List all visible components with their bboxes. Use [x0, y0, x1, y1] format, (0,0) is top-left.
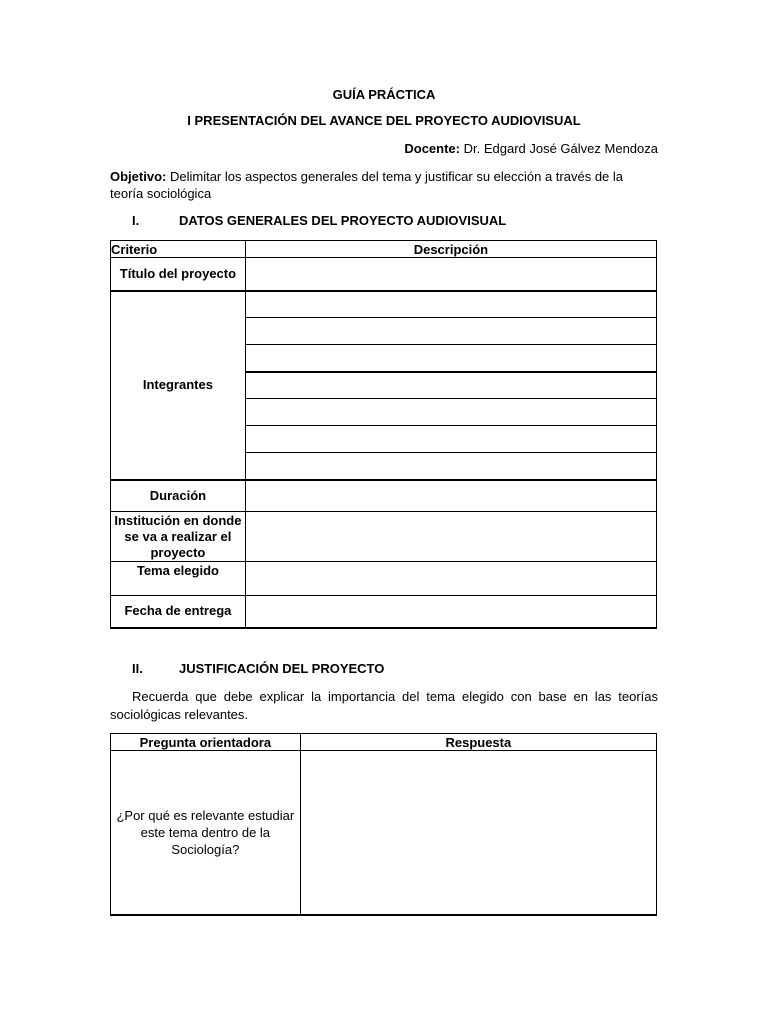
row-titulo-label: Título del proyecto [111, 258, 246, 291]
objective [110, 168, 658, 202]
guiding-question: ¿Por qué es relevante estudiar este tema dentro de la Sociología? [111, 751, 301, 915]
fecha-input-cell[interactable] [245, 596, 656, 628]
row-integrantes-label: Integrantes [111, 291, 246, 480]
duracion-input-cell[interactable] [245, 480, 656, 512]
col-respuesta-header: Respuesta [300, 734, 656, 751]
justificacion-table [110, 733, 657, 916]
institucion-input-cell[interactable] [245, 512, 656, 562]
section-2-title: JUSTIFICACIÓN DEL PROYECTO [179, 661, 385, 676]
docente-name: Dr. Edgard José Gálvez Mendoza [463, 141, 658, 156]
docente-label: Docente: [404, 141, 460, 156]
integrante-cell[interactable] [245, 426, 656, 453]
titulo-input-cell[interactable] [245, 258, 656, 291]
justification-paragraph: Recuerda que debe explicar la importancia del tema elegido con base en las teorías sociológicas relevantes. [110, 689, 658, 722]
section-2-heading [132, 661, 384, 676]
integrante-cell[interactable] [245, 318, 656, 345]
integrante-cell[interactable] [245, 453, 656, 480]
section-1-number: I. [132, 213, 140, 228]
page-subtitle: I PRESENTACIÓN DEL AVANCE DEL PROYECTO AUDIOVISUAL [187, 113, 581, 128]
col-criterio-header: Criterio [111, 241, 246, 258]
objective-label: Objetivo: [110, 169, 167, 184]
col-pregunta-header: Pregunta orientadora [111, 734, 301, 751]
section-1-title: DATOS GENERALES DEL PROYECTO AUDIOVISUAL [179, 213, 507, 228]
integrante-cell[interactable] [245, 372, 656, 399]
tema-input-cell[interactable] [245, 562, 656, 596]
row-tema-label: Tema elegido [111, 562, 246, 596]
row-fecha-label: Fecha de entrega [111, 596, 246, 628]
section-1-heading [132, 213, 506, 228]
integrante-cell[interactable] [245, 345, 656, 372]
section-2-number: II. [132, 661, 143, 676]
docente-line [404, 141, 658, 156]
integrante-cell[interactable] [245, 399, 656, 426]
objective-text: Delimitar los aspectos generales del tema y justificar su elección a través de la teoría sociológica [110, 169, 624, 201]
integrante-cell[interactable] [245, 291, 656, 318]
datos-generales-table [110, 240, 657, 629]
row-institucion-label: Institución en donde se va a realizar el proyecto [111, 512, 246, 562]
col-descripcion-header: Descripción [245, 241, 656, 258]
row-duracion-label: Duración [111, 480, 246, 512]
respuesta-input-cell[interactable] [300, 751, 656, 915]
page-title: GUÍA PRÁCTICA [332, 87, 436, 102]
